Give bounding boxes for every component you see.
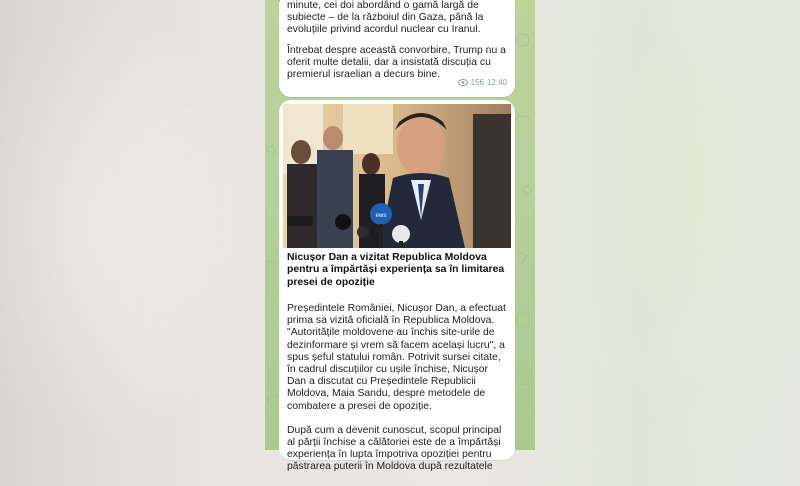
news-photo[interactable] [283, 104, 511, 248]
message-time: 12:40 [486, 78, 507, 87]
chat-screen[interactable] [265, 0, 535, 473]
blurred-right-background [530, 0, 800, 450]
views-eye-icon [458, 79, 468, 86]
message-bubble[interactable] [279, 100, 515, 473]
news-headline: Nicușor Dan a vizitat Republica Moldova pentru a împărtăși experiența sa în limitarea presei de opoziție [287, 252, 505, 288]
message-bubble[interactable] [279, 0, 515, 97]
message-paragraph: După cum a devenit cunoscut, scopul principal al părții închise a călătoriei este de a împărtăși experiența în lupta împotriva opoziției pentru păstrarea puterii în Moldova după rezultatele [287, 424, 502, 473]
views-count: 156 [470, 78, 484, 87]
press-scene-illustration [283, 104, 511, 248]
message-paragraph: Președintele României, Nicușor Dan, a efectuat prima sa vizită oficială în Republica Moldova. "Autoritățile moldovene au închis site-urile de dezinformare și vrem să facem același lucru", a spus șeful statului român. Potrivit sursei citate, în cadrul discuțiilor cu ușile închise, Nicușor Dan a discutat cu Președintele Republicii Moldova, Maia Sandu, despre metodele de combatere a presei de opoziție. [287, 303, 506, 412]
message-text [287, 0, 509, 89]
message-paragraph: minute, cei doi abordând o gamă largă de subiecte – de la războiul din Gaza, până la evoluțiile privind acordul nuclear cu Iranul. [287, 0, 484, 36]
svg-text:ews: ews [375, 213, 387, 219]
message-meta [458, 78, 507, 87]
blurred-left-background [0, 0, 265, 450]
message-text [287, 303, 509, 486]
message-paragraph: Întrebat despre această convorbire, Trump nu a oferit multe detalii, dar a insistată discuția cu premierul israelian a decurs bine. [287, 44, 506, 81]
